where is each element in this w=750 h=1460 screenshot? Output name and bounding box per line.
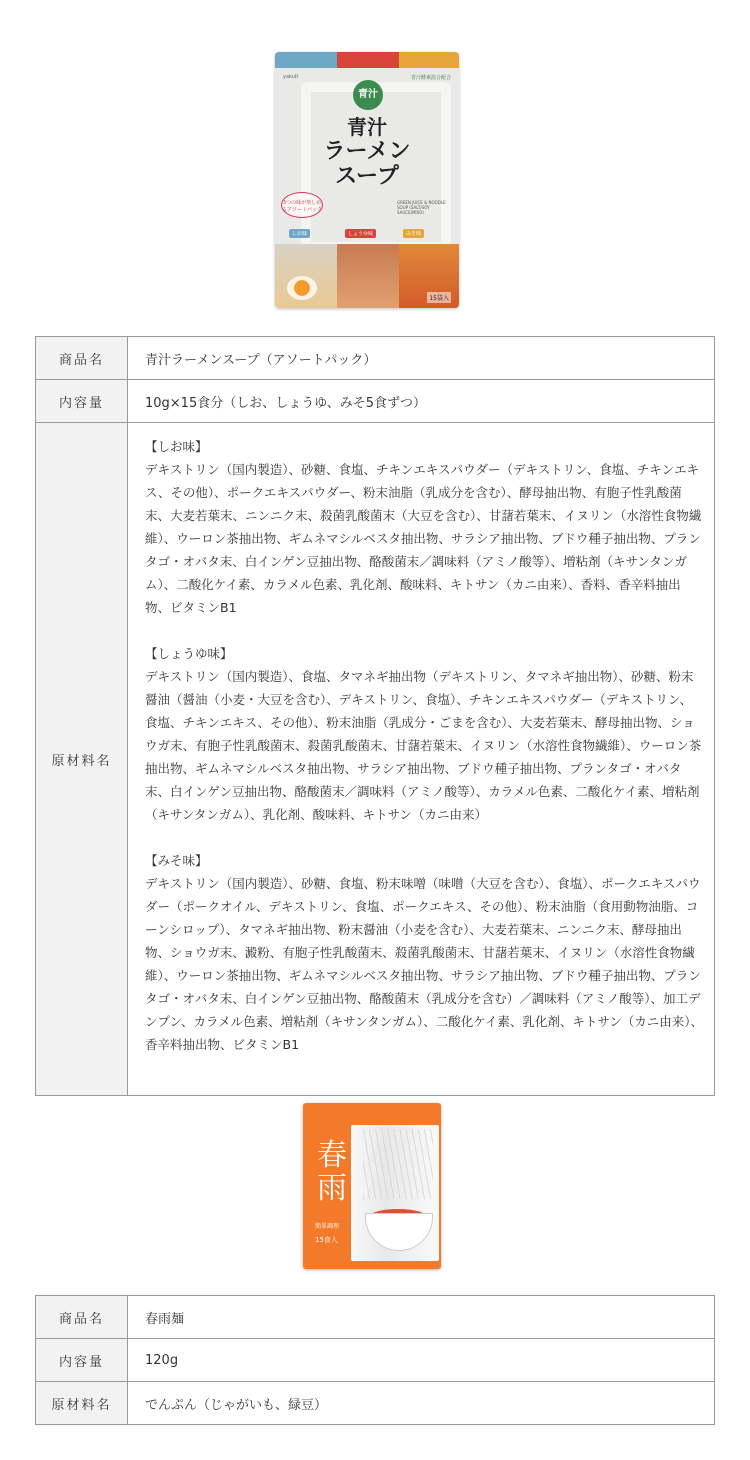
table-row xyxy=(36,380,715,423)
product2-spec-table xyxy=(35,1295,715,1425)
table-row xyxy=(36,1339,715,1382)
aojiru-ramen-soup-package-image xyxy=(275,52,459,308)
ingredients-heading-miso: 【みそ味】 xyxy=(145,853,208,868)
table-row xyxy=(36,423,715,1096)
package-flavor-labels xyxy=(275,224,459,244)
volume-value: 120g xyxy=(128,1339,715,1382)
product-name-value: 青汁ラーメンスープ（アソートパック） xyxy=(128,337,715,380)
volume-label: 内容量 xyxy=(36,380,128,423)
ingredients-heading-shoyu: 【しょうゆ味】 xyxy=(145,646,233,661)
package-color-band-red xyxy=(337,52,399,68)
package-brand: yakult xyxy=(283,74,299,80)
package-tagline: 青汁酵素混合配合 xyxy=(410,75,451,81)
product1-spec-table xyxy=(35,336,715,1096)
package-english-text: GREEN JUICE & NOODLE SOUP (SALT/SOY SAUCE/MISO) xyxy=(397,200,446,215)
harusame-package-image xyxy=(303,1103,441,1269)
package-color-band-yellow xyxy=(399,52,459,68)
flavor-label-shio: しお味 xyxy=(289,229,310,238)
aojiru-badge-icon: 青汁 xyxy=(353,80,383,110)
package-callout-bubble: 3つの味が楽しめるアソートパック xyxy=(281,192,323,218)
ingredients-text-miso: デキストリン（国内製造）、砂糖、食塩、粉末味噌（味噌（大豆を含む）、食塩）、ポークエキスパウダー（ポークオイル、デキストリン、食塩、ポークエキス、その他）、粉末油脂（食用動物油脂、コーンシロップ）、タマネギ抽出物、粉末醤油（小麦を含む）、大麦若葉末、ニンニク末、酵母抽出物、ショウガ末、澱粉、有胞子性乳酸菌末、殺菌乳酸菌末、甘藷若葉末、イヌリン（水溶性食物繊維）、ウーロン茶抽出物、ギムネマシルベスタ抽出物、サラシア抽出物、ブドウ種子抽出物、プランタゴ・オバタ末、白インゲン豆抽出物、酪酸菌末（乳成分を含む）／調味料（アミノ酸等）、加工デンプン、カラメル色素、増粘剤（キサンタンガム）、二酸化ケイ素、乳化剤、キトサン（カニ由来）、香辛料抽出物、ビタミンB1 xyxy=(145,876,704,1052)
package-count: 15袋入 xyxy=(427,292,451,303)
table-row xyxy=(36,1296,715,1339)
ingredients-group-shoyu xyxy=(145,642,704,826)
package-title-line2: ラーメン xyxy=(323,138,411,164)
ingredients-value: でんぷん（じゃがいも、緑豆） xyxy=(128,1382,715,1425)
table-row xyxy=(36,1382,715,1425)
package-count: 15食入 xyxy=(315,1236,338,1244)
ramen-photo-shoyu xyxy=(337,244,399,308)
ingredients-heading-shio: 【しお味】 xyxy=(145,439,208,454)
package-title-line1: 青汁 xyxy=(347,115,387,139)
volume-value: 10g×15食分（しお、しょうゆ、みそ5食ずつ） xyxy=(128,380,715,423)
ingredients-group-miso xyxy=(145,849,704,1056)
package-color-band-blue xyxy=(275,52,337,68)
ingredients-label: 原材料名 xyxy=(36,423,128,1096)
product-name-label: 商品名 xyxy=(36,337,128,380)
boiled-egg-icon xyxy=(287,276,317,300)
ingredients-group-shio xyxy=(145,435,704,619)
ingredients-text-shoyu: デキストリン（国内製造）、食塩、タマネギ抽出物（デキストリン、タマネギ抽出物）、砂糖、粉末醤油（醤油（小麦・大豆を含む）、デキストリン、食塩）、チキンエキスパウダー（デキストリン、食塩、チキンエキス、その他）、粉末油脂（乳成分・ごまを含む）、大麦若葉末、酵母抽出物、ショウガ末、有胞子性乳酸菌末、殺菌乳酸菌末、甘藷若葉末、イヌリン（水溶性食物繊維）、ウーロン茶抽出物、ギムネマシルベスタ抽出物、サラシア抽出物、ブドウ種子抽出物、プランタゴ・オバタ末、白インゲン豆抽出物、酪酸菌末／調味料（アミノ酸等）、カラメル色素、二酸化ケイ素、増粘剤（キサンタンガム）、乳化剤、酸味料、キトサン（カニ由来） xyxy=(145,669,702,822)
product-name-label: 商品名 xyxy=(36,1296,128,1339)
noodle-strands xyxy=(363,1129,433,1199)
table-row xyxy=(36,337,715,380)
flavor-label-miso: みそ味 xyxy=(403,229,424,238)
flavor-label-shoyu: しょうゆ味 xyxy=(345,229,376,238)
package-note: 簡単調理 xyxy=(315,1223,340,1230)
ingredients-text-shio: デキストリン（国内製造）、砂糖、食塩、チキンエキスパウダー（デキストリン、食塩、チキンエキス、その他）、ポークエキスパウダー、粉末油脂（乳成分を含む）、酵母抽出物、有胞子性乳酸菌末、大麦若葉末、ニンニク末、殺菌乳酸菌末（大豆を含む）、甘藷若葉末、イヌリン（水溶性食物繊維）、ウーロン茶抽出物、ギムネマシルベスタ抽出物、サラシア抽出物、ブドウ種子抽出物、プランタゴ・オバタ末、白インゲン豆抽出物、酪酸菌末／調味料（アミノ酸等）、増粘剤（キサンタンガム）、二酸化ケイ素、カラメル色素、乳化剤、酸味料、キトサン（カニ由来）、香料、香辛料抽出物、ビタミンB1 xyxy=(145,462,702,615)
volume-label: 内容量 xyxy=(36,1339,128,1382)
package-title xyxy=(305,116,429,190)
ingredients-label: 原材料名 xyxy=(36,1382,128,1425)
product-name-value: 春雨麺 xyxy=(128,1296,715,1339)
ingredients-value xyxy=(128,423,715,1096)
package-title-line3: スープ xyxy=(335,163,399,190)
package-name: 春雨 xyxy=(317,1138,347,1206)
